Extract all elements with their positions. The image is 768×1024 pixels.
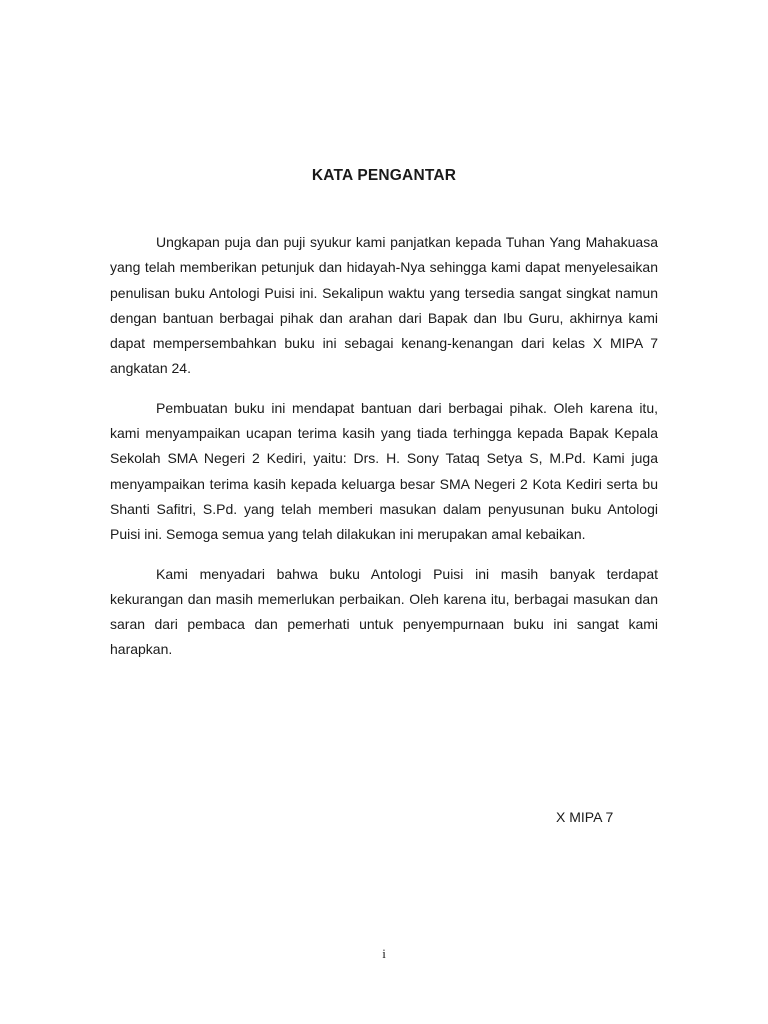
page-title: KATA PENGANTAR — [311, 167, 457, 184]
page-number: i — [382, 946, 386, 961]
paragraph-2: Pembuatan buku ini mendapat bantuan dari berbagai pihak. Oleh karena itu, kami menyampaikan ucapan terima kasih yang tiada terhingga kepada Bapak Kepala Sekolah SMA Negeri 2 Kediri, yaitu: Drs. H. Sony Tataq Setya S, M.Pd. Kami juga menyampaikan terima kasih kepada keluarga besar SMA Negeri 2 Kota Kediri serta bu Shanti Safitri, S.Pd. yang telah memberi masukan dalam penyusunan buku Antologi Puisi ini. Semoga semua yang telah dilakukan ini merupakan amal kebaikan. — [110, 399, 658, 543]
signature: X MIPA 7 — [556, 809, 614, 825]
paragraph-1: Ungkapan puja dan puji syukur kami panjatkan kepada Tuhan Yang Mahakuasa yang telah memberikan petunjuk dan hidayah-Nya sehingga kami dapat menyelesaikan penulisan buku Antologi Puisi ini. Sekalipun waktu yang tersedia sangat singkat namun dengan bantuan berbagai pihak dan arahan dari Bapak dan Ibu Guru, akhirnya kami dapat mempersembahkan buku ini sebagai kenang-kenangan dari kelas X MIPA 7 angkatan 24. — [110, 234, 658, 377]
body-text — [110, 230, 658, 677]
paragraph-3: Kami menyadari bahwa buku Antologi Puisi ini masih banyak terdapat kekurangan dan masih memerlukan perbaikan. Oleh karena itu, berbagai masukan dan saran dari pembaca dan pemerhati untuk penyempurnaan buku ini sangat kami harapkan. — [110, 565, 658, 658]
